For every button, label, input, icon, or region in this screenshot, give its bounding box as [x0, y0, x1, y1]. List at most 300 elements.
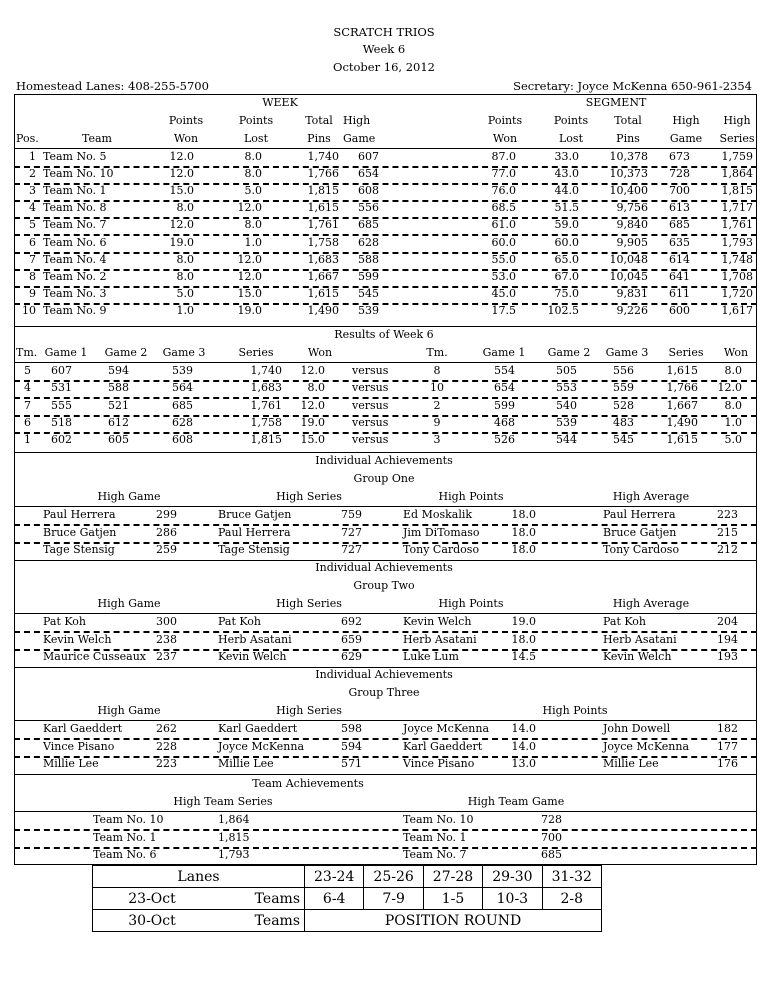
standings-cell: 1.0	[176, 303, 194, 317]
result-cell: 7	[24, 398, 31, 412]
divider	[14, 774, 757, 775]
score-value: 728	[541, 813, 562, 826]
standings-cell: 12.0	[169, 218, 194, 232]
standings-cell: 102.5	[547, 303, 579, 317]
bowler-name: Luke Lum	[403, 650, 459, 663]
matchup: 2-8	[542, 888, 601, 910]
schedule-date: 30-Oct	[93, 910, 212, 932]
score-value: 1,793	[218, 848, 250, 861]
result-cell: 8	[433, 364, 441, 377]
column-header: Points	[168, 114, 204, 127]
score-value: 177	[717, 739, 738, 753]
column-header: Tm.	[426, 346, 448, 359]
column-header: Game 2	[547, 346, 591, 359]
divider	[14, 613, 757, 614]
standings-cell: 10	[22, 303, 36, 317]
versus-label: versus	[352, 415, 389, 429]
score-value: 237	[156, 650, 177, 663]
schedule-label: Teams	[211, 888, 305, 910]
standings-cell: 1,759	[721, 150, 753, 163]
result-cell: 518	[51, 415, 72, 429]
standings-cell: 599	[358, 269, 379, 283]
schedule-row	[93, 910, 602, 932]
team-name: Team No. 1	[43, 184, 107, 198]
team-name: Team No. 6	[43, 235, 107, 249]
standings-cell: 53.0	[491, 269, 516, 283]
bowler-name: Tage Stensig	[43, 543, 115, 556]
score-value: 659	[341, 632, 362, 646]
result-cell: 8.0	[724, 364, 742, 377]
column-header: Game 3	[605, 346, 649, 359]
standings-cell: 1,758	[307, 235, 339, 249]
bowler-name: Pat Koh	[218, 615, 262, 628]
bowler-name: Vince Pisano	[43, 739, 115, 753]
report-week: Week 6	[362, 42, 406, 56]
team-name: Team No. 8	[43, 201, 107, 215]
standings-cell: 608	[358, 184, 379, 198]
standings-cell: 1,617	[721, 303, 753, 317]
standings-cell: 2	[29, 167, 36, 181]
bowler-name: Jim DiTomaso	[403, 525, 480, 539]
column-header: Lost	[559, 132, 583, 145]
standings-cell: 75.0	[554, 286, 579, 300]
team-name: Team No. 3	[43, 286, 107, 300]
standings-cell: 60.0	[554, 235, 579, 249]
standings-cell: 12.0	[237, 252, 262, 266]
column-header: Game 2	[104, 346, 148, 359]
lane-pair: 31-32	[542, 866, 601, 888]
result-cell: 12.0	[300, 364, 325, 377]
bowler-name: Bruce Gatjen	[218, 508, 292, 521]
standings-cell: 55.0	[491, 252, 516, 266]
schedule-date: 23-Oct	[93, 888, 212, 910]
score-value: 14.0	[511, 722, 536, 735]
result-cell: 599	[494, 398, 515, 412]
bowler-name: Tony Cardoso	[603, 543, 680, 556]
score-value: 182	[717, 722, 738, 735]
column-header: Lost	[244, 132, 268, 145]
result-cell: 539	[556, 415, 577, 429]
score-value: 1,864	[218, 813, 250, 826]
standings-cell: 8.0	[244, 167, 262, 181]
score-value: 14.5	[511, 650, 536, 663]
bowler-name: Maurice Cusseaux	[43, 650, 146, 663]
bowler-name: Ed Moskalik	[403, 508, 473, 521]
standings-cell: 700	[669, 184, 690, 198]
column-header: Series	[668, 346, 704, 359]
result-cell: 1,740	[250, 364, 282, 377]
standings-cell: 1,748	[721, 252, 753, 266]
score-value: 300	[156, 615, 177, 628]
team-name: Team No. 10	[93, 813, 164, 826]
achievement-category: High Average	[612, 597, 690, 610]
standings-cell: 9	[29, 286, 36, 300]
standings-cell: 17.5	[491, 303, 516, 317]
standings-cell: 12.0	[237, 269, 262, 283]
column-header: High	[723, 114, 751, 127]
score-value: 685	[541, 848, 562, 861]
bowler-name: Kevin Welch	[43, 632, 112, 646]
bowler-name: Joyce McKenna	[403, 722, 489, 735]
result-cell: 528	[613, 398, 634, 412]
bowler-name: Joyce McKenna	[603, 739, 689, 753]
result-cell: 12.0	[300, 398, 325, 412]
result-cell: 1,815	[250, 433, 282, 447]
achievement-category: High Points	[438, 490, 504, 503]
standings-cell: 51.5	[554, 201, 579, 215]
result-cell: 5.0	[724, 433, 742, 447]
standings-cell: 607	[358, 150, 379, 163]
high-team-series-header: High Team Series	[173, 795, 273, 808]
segment-label: SEGMENT	[585, 96, 647, 109]
score-value: 629	[341, 650, 362, 663]
standings-cell: 12.0	[237, 201, 262, 215]
standings-cell: 10,373	[609, 167, 648, 181]
standings-cell: 9,905	[616, 235, 648, 249]
lane-pair: 29-30	[483, 866, 542, 888]
bowler-name: Millie Lee	[603, 757, 659, 770]
standings-cell: 1,761	[721, 218, 753, 232]
standings-cell: 60.0	[491, 235, 516, 249]
result-cell: 19.0	[300, 415, 325, 429]
standings-cell: 9,831	[616, 286, 648, 300]
result-cell: 15.0	[300, 433, 325, 447]
column-header: Won	[492, 132, 518, 145]
result-cell: 2	[433, 398, 441, 412]
result-cell: 559	[613, 381, 634, 395]
achievement-title: Individual Achievements	[315, 454, 453, 467]
score-value: 223	[717, 508, 738, 521]
standings-cell: 539	[358, 303, 379, 317]
team-name: Team No. 7	[43, 218, 107, 232]
result-cell: 685	[172, 398, 193, 412]
standings-cell: 1,864	[721, 167, 753, 181]
matchup: 6-4	[305, 888, 364, 910]
score-value: 286	[156, 525, 177, 539]
column-header: Total	[614, 114, 642, 127]
versus-label: versus	[352, 364, 389, 377]
column-header: Game 1	[482, 346, 526, 359]
result-cell: 1,490	[666, 415, 698, 429]
standings-cell: 545	[358, 286, 379, 300]
result-cell: 483	[613, 415, 634, 429]
standings-cell: 19.0	[237, 303, 262, 317]
bowler-name: Tony Cardoso	[403, 543, 480, 556]
group-name: Group One	[353, 472, 415, 485]
score-value: 727	[341, 525, 362, 539]
column-header: Won	[723, 346, 749, 359]
standings-cell: 44.0	[554, 184, 579, 198]
standings-cell: 87.0	[491, 150, 516, 163]
result-cell: 1,761	[250, 398, 282, 412]
result-cell: 468	[494, 415, 515, 429]
standings-cell: 4	[29, 201, 36, 215]
bowler-name: Pat Koh	[43, 615, 87, 628]
position-round: POSITION ROUND	[305, 910, 602, 932]
result-cell: 1,615	[666, 364, 698, 377]
bowler-name: Bruce Gatjen	[43, 525, 117, 539]
result-cell: 8.0	[724, 398, 742, 412]
column-header: Pins	[307, 132, 331, 145]
divider	[14, 326, 757, 327]
result-cell: 505	[556, 364, 577, 377]
standings-cell: 12.0	[169, 150, 194, 163]
standings-cell: 1.0	[244, 235, 262, 249]
standings-cell: 10,048	[609, 252, 648, 266]
achievement-category: High Game	[97, 490, 161, 503]
result-cell: 9	[433, 415, 441, 429]
standings-cell: 67.0	[554, 269, 579, 283]
score-value: 215	[717, 525, 738, 539]
result-cell: 553	[556, 381, 577, 395]
score-value: 727	[341, 543, 362, 556]
score-value: 18.0	[511, 525, 536, 539]
bowler-name: Vince Pisano	[403, 757, 475, 770]
results-title: Results of Week 6	[334, 328, 434, 341]
divider	[14, 362, 757, 363]
schedule-label: Teams	[211, 910, 305, 932]
matchup: 10-3	[483, 888, 542, 910]
standings-cell: 654	[358, 167, 379, 181]
standings-cell: 8	[29, 269, 36, 283]
secretary-contact: Secretary: Joyce McKenna 650-961-2354	[513, 79, 752, 93]
achievement-title: Individual Achievements	[315, 561, 453, 574]
standings-cell: 43.0	[554, 167, 579, 181]
standings-cell: 15.0	[169, 184, 194, 198]
standings-cell: 19.0	[169, 235, 194, 249]
achievement-category: High Series	[276, 597, 342, 610]
bowler-name: Millie Lee	[43, 757, 99, 770]
bowler-name: Pat Koh	[603, 615, 647, 628]
standings-cell: 685	[669, 218, 690, 232]
standings-cell: 65.0	[554, 252, 579, 266]
column-header: Game 3	[162, 346, 206, 359]
result-cell: 1,667	[666, 398, 698, 412]
column-header: Series	[719, 132, 755, 145]
result-cell: 521	[108, 398, 129, 412]
standings-cell: 600	[669, 303, 690, 317]
column-header: Points	[487, 114, 523, 127]
column-header: Total	[305, 114, 333, 127]
bowler-name: Paul Herrera	[43, 508, 116, 521]
standings-cell: 588	[358, 252, 379, 266]
column-header: Tm.	[16, 346, 38, 359]
standings-cell: 8.0	[176, 252, 194, 266]
achievement-category: High Game	[97, 704, 161, 717]
team-name: Team No. 2	[43, 269, 107, 283]
column-header: Series	[238, 346, 274, 359]
team-name: Team No. 9	[43, 303, 107, 317]
standings-cell: 10,045	[609, 269, 648, 283]
score-value: 223	[156, 757, 177, 770]
standings-cell: 628	[358, 235, 379, 249]
result-cell: 564	[172, 381, 193, 395]
standings-cell: 685	[358, 218, 379, 232]
standings-cell: 556	[358, 201, 379, 215]
score-value: 19.0	[511, 615, 536, 628]
team-name: Team No. 1	[93, 830, 157, 844]
bowler-name: John Dowell	[603, 722, 671, 735]
bowler-name: Kevin Welch	[603, 650, 672, 663]
column-header: Game 1	[44, 346, 88, 359]
schedule-lanes-row	[93, 866, 602, 888]
standings-cell: 1,708	[721, 269, 753, 283]
standings-cell: 9,840	[616, 218, 648, 232]
result-cell: 10	[430, 381, 444, 395]
standings-cell: 61.0	[491, 218, 516, 232]
standings-cell: 68.5	[491, 201, 516, 215]
bowler-name: Herb Asatani	[603, 632, 677, 646]
bowler-name: Tage Stensig	[218, 543, 290, 556]
result-cell: 526	[494, 433, 515, 447]
bowler-name: Herb Asatani	[403, 632, 477, 646]
result-cell: 1,683	[250, 381, 282, 395]
bowler-name: Paul Herrera	[218, 525, 291, 539]
column-header: Game	[669, 132, 703, 145]
achievement-category: High Points	[542, 704, 608, 717]
column-header: High	[672, 114, 700, 127]
standings-cell: 1,740	[307, 150, 339, 163]
standings-cell: 1,615	[307, 286, 339, 300]
result-cell: 12.0	[717, 381, 742, 395]
standings-cell: 76.0	[491, 184, 516, 198]
column-header: Pins	[616, 132, 640, 145]
standings-cell: 1,761	[307, 218, 339, 232]
bowler-name: Joyce McKenna	[218, 739, 304, 753]
score-value: 598	[341, 722, 362, 735]
standings-cell: 12.0	[169, 167, 194, 181]
result-cell: 612	[108, 415, 129, 429]
standings-cell: 1,717	[721, 201, 753, 215]
standings-cell: 1,683	[307, 252, 339, 266]
standings-cell: 1,766	[307, 167, 339, 181]
lane-pair: 25-26	[364, 866, 423, 888]
standings-cell: 1,720	[721, 286, 753, 300]
standings-cell: 6	[29, 235, 36, 249]
result-cell: 5	[24, 364, 31, 377]
score-value: 18.0	[511, 543, 536, 556]
result-cell: 608	[172, 433, 193, 447]
result-cell: 540	[556, 398, 577, 412]
score-value: 176	[717, 757, 738, 770]
column-header: High	[343, 114, 371, 127]
achievement-category: High Average	[612, 490, 690, 503]
score-value: 14.0	[511, 739, 536, 753]
standings-cell: 1,815	[307, 184, 339, 198]
score-value: 692	[341, 615, 362, 628]
result-cell: 588	[108, 381, 129, 395]
matchup: 7-9	[364, 888, 423, 910]
result-cell: 531	[51, 381, 72, 395]
result-cell: 3	[433, 433, 441, 447]
standings-cell: 45.0	[491, 286, 516, 300]
result-cell: 539	[172, 364, 193, 377]
group-name: Group Three	[348, 686, 420, 699]
standings-cell: 1,793	[721, 235, 753, 249]
team-name: Team No. 1	[403, 830, 467, 844]
high-team-game-header: High Team Game	[467, 795, 565, 808]
standings-cell: 8.0	[176, 269, 194, 283]
result-cell: 602	[51, 433, 72, 447]
bowler-name: Karl Gaeddert	[218, 722, 298, 735]
bowler-name: Millie Lee	[218, 757, 274, 770]
score-value: 18.0	[511, 508, 536, 521]
result-cell: 1,766	[666, 381, 698, 395]
standings-cell: 611	[669, 286, 690, 300]
result-cell: 1.0	[724, 415, 742, 429]
column-header: Points	[553, 114, 589, 127]
standings-cell: 5	[29, 218, 36, 232]
divider	[14, 148, 757, 149]
result-cell: 4	[24, 381, 31, 395]
bowler-name: Paul Herrera	[603, 508, 676, 521]
standings-cell: 9,756	[616, 201, 648, 215]
standings-cell: 1	[29, 150, 36, 163]
team-achievements-title: Team Achievements	[252, 777, 364, 790]
standings-cell: 10,400	[609, 184, 648, 198]
bowler-name: Karl Gaeddert	[43, 722, 123, 735]
result-cell: 605	[108, 433, 129, 447]
standings-cell: 1,490	[307, 303, 339, 317]
score-value: 1,815	[218, 830, 250, 844]
score-value: 193	[717, 650, 738, 663]
score-value: 204	[717, 615, 738, 628]
team-name: Team No. 5	[43, 150, 107, 163]
standings-cell: 9,226	[616, 303, 648, 317]
score-value: 228	[156, 739, 177, 753]
result-cell: 628	[172, 415, 193, 429]
result-cell: 607	[51, 364, 72, 377]
group-name: Group Two	[353, 579, 415, 592]
divider	[14, 452, 757, 453]
team-name: Team No. 10	[43, 167, 114, 181]
achievement-category: High Game	[97, 597, 161, 610]
result-cell: 1	[24, 433, 31, 447]
column-header: Points	[238, 114, 274, 127]
standings-cell: 8.0	[244, 150, 262, 163]
divider	[14, 506, 757, 507]
lane-pair: 23-24	[305, 866, 364, 888]
report-date: October 16, 2012	[333, 60, 435, 74]
lane-schedule	[92, 865, 602, 932]
result-cell: 654	[494, 381, 515, 395]
team-name: Team No. 4	[43, 252, 107, 266]
standings-cell: 673	[669, 150, 690, 163]
column-header: Pos.	[16, 132, 39, 145]
score-value: 571	[341, 757, 362, 770]
result-cell: 554	[494, 364, 515, 377]
score-value: 759	[341, 508, 362, 521]
score-value: 18.0	[511, 632, 536, 646]
score-value: 13.0	[511, 757, 536, 770]
standings-cell: 635	[669, 235, 690, 249]
team-name: Team No. 7	[403, 848, 467, 861]
standings-cell: 8.0	[176, 201, 194, 215]
versus-label: versus	[352, 398, 389, 412]
standings-cell: 15.0	[237, 286, 262, 300]
versus-label: versus	[352, 381, 389, 395]
result-cell: 544	[556, 433, 577, 447]
bowler-name: Kevin Welch	[403, 615, 472, 628]
result-cell: 556	[613, 364, 634, 377]
standings-cell: 59.0	[554, 218, 579, 232]
score-value: 700	[541, 830, 562, 844]
standings-cell: 1,815	[721, 184, 753, 198]
team-name: Team No. 10	[403, 813, 474, 826]
column-header: Won	[173, 132, 199, 145]
standings-cell: 7	[29, 252, 36, 266]
score-value: 259	[156, 543, 177, 556]
